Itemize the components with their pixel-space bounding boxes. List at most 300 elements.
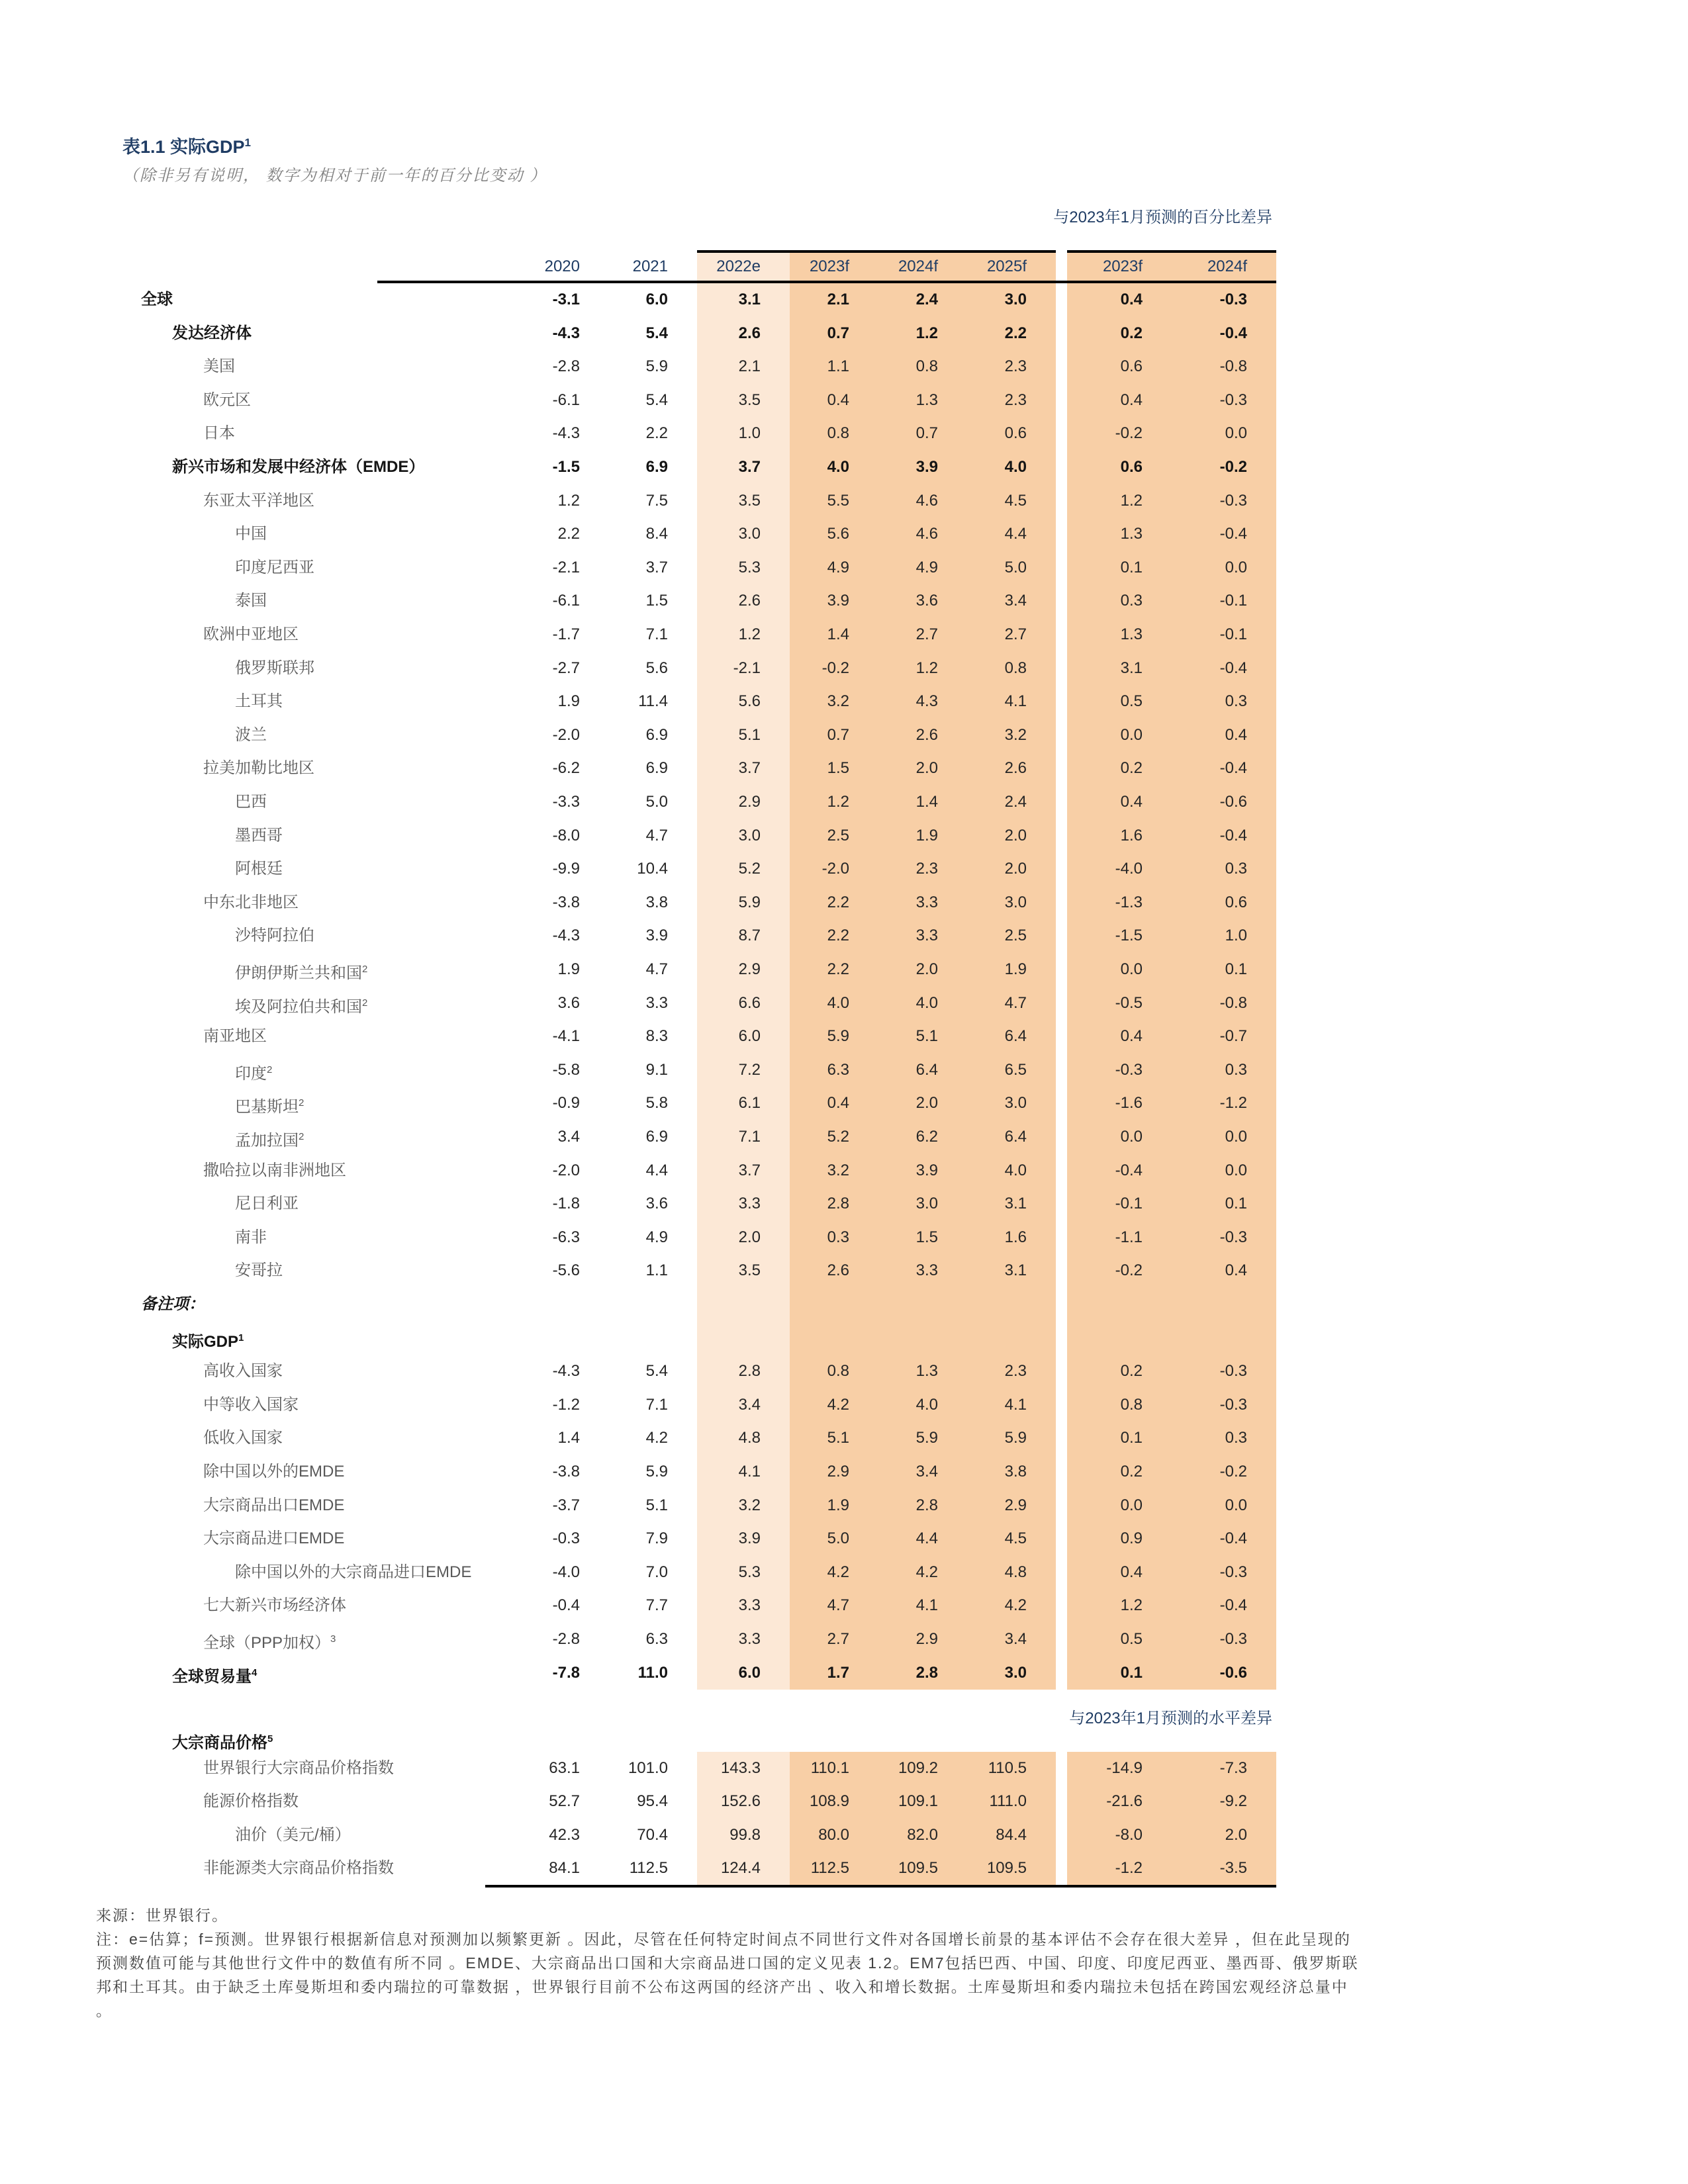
value-cell: -8.0 — [1115, 1825, 1143, 1844]
table-row — [122, 685, 1276, 719]
value-cell: 2.0 — [1225, 1825, 1247, 1844]
value-cell: -2.7 — [552, 659, 580, 677]
value-cell: 0.6 — [1120, 357, 1143, 376]
value-cell: 4.7 — [1004, 993, 1027, 1012]
value-cell: 112.5 — [629, 1858, 668, 1877]
value-cell: 2.5 — [1004, 927, 1027, 945]
value-cell: 3.7 — [645, 558, 668, 576]
value-cell: 4.0 — [1004, 458, 1027, 476]
footnote-line: 。 — [96, 2002, 113, 2019]
value-cell: 3.8 — [645, 893, 668, 911]
value-cell: 4.7 — [645, 960, 668, 978]
value-cell: 6.9 — [645, 725, 668, 744]
value-cell: 0.6 — [1120, 458, 1143, 476]
value-cell: 2.8 — [738, 1362, 761, 1381]
table-row — [122, 1187, 1276, 1221]
value-cell: 2.8 — [827, 1195, 849, 1213]
table-title-superscript: 1 — [244, 136, 252, 149]
value-cell: 5.9 — [1004, 1429, 1027, 1447]
value-cell: -0.9 — [552, 1094, 580, 1113]
value-cell: -0.4 — [1115, 1161, 1143, 1179]
value-cell: 0.0 — [1120, 1128, 1143, 1146]
row-label: 全球（PPP加权）$^3$ — [203, 1633, 336, 1652]
row-label: 欧元区 — [203, 390, 251, 409]
row-label: 除中国以外的EMDE — [203, 1463, 345, 1480]
value-cell: 2.6 — [738, 324, 761, 342]
table-title-text: 表1.1 实际GDP — [122, 137, 245, 157]
row-label: 中东北非地区 — [203, 893, 299, 911]
row-label: 新兴市场和发展中经济体（EMDE） — [172, 458, 425, 476]
value-cell: 2.1 — [827, 291, 849, 308]
value-cell: 3.5 — [738, 1261, 761, 1280]
table-row — [122, 1623, 1276, 1657]
value-cell: 4.4 — [1004, 525, 1027, 543]
value-cell: 0.5 — [1120, 692, 1143, 711]
commodity-section-header — [122, 1722, 1276, 1756]
table-row — [122, 451, 1276, 484]
row-label: 大宗商品出口EMDE — [203, 1496, 345, 1514]
value-cell: 1.4 — [557, 1429, 580, 1447]
table-row — [122, 1322, 1276, 1355]
row-label: 俄罗斯联邦 — [235, 659, 314, 677]
gdp-table — [122, 208, 1276, 1905]
table-row — [122, 953, 1276, 987]
value-cell: -1.6 — [1115, 1094, 1143, 1113]
value-cell: 5.8 — [645, 1094, 668, 1113]
value-cell: 0.0 — [1225, 558, 1247, 576]
value-cell: -0.3 — [1219, 1395, 1247, 1414]
value-cell: 3.5 — [738, 491, 761, 510]
value-cell: 4.3 — [915, 692, 938, 711]
table-row — [122, 1852, 1276, 1885]
table-row — [122, 1087, 1276, 1120]
value-cell: 2.0 — [1004, 826, 1027, 844]
table-row — [122, 786, 1276, 819]
diff-column-header: 2024f — [1207, 257, 1247, 275]
table-row — [122, 919, 1276, 953]
diff-column-header: 2023f — [1102, 257, 1143, 275]
value-cell: 2.7 — [1004, 625, 1027, 643]
value-cell: 4.0 — [827, 458, 849, 476]
value-cell: -0.6 — [1219, 1663, 1247, 1682]
value-cell: 2.5 — [827, 826, 849, 844]
value-cell: -0.1 — [1115, 1195, 1143, 1213]
table-row — [122, 1489, 1276, 1523]
value-cell: 2.6 — [827, 1261, 849, 1280]
value-cell: 4.8 — [738, 1429, 761, 1447]
row-label: 印度尼西亚 — [235, 558, 314, 576]
value-cell: -1.1 — [1115, 1228, 1143, 1246]
value-cell: 1.2 — [1120, 491, 1143, 510]
row-label: 撒哈拉以南非洲地区 — [203, 1161, 346, 1179]
value-cell: 1.3 — [1120, 525, 1143, 543]
value-cell: 3.2 — [827, 1161, 849, 1179]
value-cell: 143.3 — [720, 1759, 761, 1777]
value-cell: 6.4 — [1004, 1128, 1027, 1146]
table-row — [122, 484, 1276, 518]
value-cell: -0.4 — [1219, 826, 1247, 844]
value-cell: -0.1 — [1219, 625, 1247, 643]
value-cell: -2.0 — [552, 1161, 580, 1179]
value-cell: 0.4 — [1120, 1563, 1143, 1581]
table-row — [122, 1422, 1276, 1455]
value-cell: 2.0 — [1004, 860, 1027, 878]
value-cell: -2.8 — [552, 1630, 580, 1648]
value-cell: 4.0 — [915, 1395, 938, 1414]
value-cell: 0.8 — [1004, 659, 1027, 677]
value-cell: 10.4 — [637, 860, 668, 878]
value-cell: -2.0 — [821, 860, 849, 878]
value-cell: 2.2 — [645, 424, 668, 443]
value-cell: 4.7 — [645, 826, 668, 844]
value-cell: 3.8 — [1004, 1463, 1027, 1480]
value-cell: -0.7 — [1219, 1027, 1247, 1046]
value-cell: 0.2 — [1120, 1463, 1143, 1480]
value-cell: 109.2 — [898, 1759, 938, 1777]
value-cell: -3.7 — [552, 1496, 580, 1514]
value-cell: 4.1 — [1004, 692, 1027, 711]
value-cell: 1.9 — [915, 826, 938, 844]
table-row — [122, 283, 1276, 317]
value-cell: 1.5 — [827, 759, 849, 778]
value-cell: 0.3 — [1225, 1429, 1247, 1447]
pct-diff-column-group-header: 与2023年1月预测的百分比差异 — [1053, 208, 1272, 226]
value-cell: 63.1 — [549, 1759, 580, 1777]
value-cell: 0.0 — [1120, 960, 1143, 978]
value-cell: 80.0 — [818, 1825, 849, 1844]
value-cell: -6.1 — [552, 592, 580, 610]
value-cell: -0.2 — [1115, 1261, 1143, 1280]
row-label: 拉美加勒比地区 — [203, 759, 314, 778]
value-cell: 0.6 — [1004, 424, 1027, 443]
value-cell: 1.4 — [827, 625, 849, 643]
value-cell: 6.4 — [1004, 1027, 1027, 1046]
value-cell: -0.4 — [1219, 1596, 1247, 1615]
value-cell: 3.0 — [1004, 893, 1027, 911]
year-column-header: 2020 — [544, 257, 580, 275]
value-cell: 0.3 — [827, 1228, 849, 1246]
row-label: 阿根廷 — [235, 860, 283, 878]
value-cell: 3.1 — [1004, 1261, 1027, 1280]
row-label: 波兰 — [235, 725, 267, 744]
row-label: 世界银行大宗商品价格指数 — [203, 1759, 394, 1777]
value-cell: 4.2 — [827, 1395, 849, 1414]
year-column-header: 2025f — [986, 257, 1027, 275]
value-cell: 0.4 — [1120, 291, 1143, 308]
value-cell: 0.1 — [1120, 558, 1143, 576]
value-cell: 2.0 — [915, 960, 938, 978]
value-cell: -9.2 — [1219, 1792, 1247, 1811]
table-row — [122, 1785, 1276, 1818]
value-cell: 4.9 — [915, 558, 938, 576]
value-cell: 1.2 — [915, 324, 938, 342]
value-cell: 1.5 — [645, 592, 668, 610]
value-cell: 5.6 — [645, 659, 668, 677]
commodity-header-text: 大宗商品价格 — [172, 1734, 267, 1752]
level-diff-column-group-header: 与2023年1月预测的水平差异 — [1069, 1709, 1272, 1727]
value-cell: 84.4 — [996, 1825, 1027, 1844]
row-label: 全球 — [141, 291, 173, 308]
value-cell: 2.0 — [915, 759, 938, 778]
value-cell: -1.5 — [552, 458, 580, 476]
value-cell: 1.2 — [1120, 1596, 1143, 1615]
row-label-superscript: 2 — [299, 1131, 305, 1142]
value-cell: 4.1 — [738, 1463, 761, 1480]
value-cell: 6.9 — [645, 759, 668, 778]
value-cell: 1.6 — [1004, 1228, 1027, 1246]
table-row — [122, 417, 1276, 451]
table-row — [122, 1819, 1276, 1852]
table-row — [122, 618, 1276, 652]
value-cell: 3.7 — [738, 759, 761, 778]
value-cell: 1.9 — [827, 1496, 849, 1514]
value-cell: 1.3 — [1120, 625, 1143, 643]
value-cell: -0.8 — [1219, 357, 1247, 376]
footnote-line: 邦和土耳其。由于缺乏土库曼斯坦和委内瑞拉的可靠数据 ，世界银行目前不公布这两国的经济产出 、收入和增长数据。土库曼斯坦和委内瑞拉未包括在跨国宏观经济总量中 — [96, 1978, 1348, 1995]
table-subtitle: （除非另有说明， 数字为相对于前一年的百分比变动 ） — [122, 167, 547, 185]
value-cell: 7.7 — [645, 1596, 668, 1615]
value-cell: 3.2 — [827, 692, 849, 711]
value-cell: 82.0 — [907, 1825, 938, 1844]
value-cell: 0.3 — [1120, 592, 1143, 610]
value-cell: 4.5 — [1004, 491, 1027, 510]
value-cell: -7.3 — [1219, 1759, 1247, 1777]
value-cell: 3.9 — [827, 592, 849, 610]
value-cell: 3.0 — [1004, 1663, 1027, 1682]
row-label: 孟加拉国$^2$ — [235, 1131, 305, 1150]
value-cell: 6.6 — [738, 993, 761, 1012]
row-label-superscript: 2 — [362, 964, 368, 975]
value-cell: 2.1 — [738, 357, 761, 376]
value-cell: 1.7 — [827, 1663, 849, 1682]
value-cell: 3.0 — [738, 826, 761, 844]
value-cell: -3.5 — [1219, 1858, 1247, 1877]
value-cell: 2.3 — [1004, 357, 1027, 376]
value-cell: 3.0 — [738, 525, 761, 543]
row-label: 伊朗伊斯兰共和国$^2$ — [235, 964, 368, 982]
value-cell: 7.9 — [645, 1529, 668, 1548]
value-cell: -5.8 — [552, 1060, 580, 1079]
value-cell: -0.4 — [1219, 759, 1247, 778]
value-cell: 4.6 — [915, 491, 938, 510]
value-cell: 6.3 — [827, 1060, 849, 1079]
value-cell: -0.3 — [1219, 1563, 1247, 1581]
value-cell: 3.1 — [738, 291, 761, 308]
row-label: 七大新兴市场经济体 — [203, 1596, 346, 1615]
row-label: 高收入国家 — [203, 1362, 283, 1381]
value-cell: 1.5 — [915, 1228, 938, 1246]
value-cell: -0.2 — [1219, 458, 1247, 476]
value-cell: 0.7 — [915, 424, 938, 443]
row-label: 全球贸易量$^4$ — [172, 1666, 258, 1686]
value-cell: -3.8 — [552, 1463, 580, 1480]
row-label: 备注项： — [141, 1295, 205, 1313]
table-title — [122, 132, 251, 158]
value-cell: 4.9 — [645, 1228, 668, 1246]
table-row — [122, 1054, 1276, 1087]
value-cell: 0.9 — [1120, 1529, 1143, 1548]
value-cell: 3.3 — [738, 1195, 761, 1213]
value-cell: 2.2 — [827, 927, 849, 945]
value-cell: 7.1 — [645, 1395, 668, 1414]
value-cell: 0.4 — [1120, 1027, 1143, 1046]
value-cell: -0.5 — [1115, 993, 1143, 1012]
value-cell: 5.5 — [827, 491, 849, 510]
value-cell: 152.6 — [720, 1792, 761, 1811]
row-label: 尼日利亚 — [235, 1195, 299, 1213]
value-cell: -9.9 — [552, 860, 580, 878]
value-cell: 6.5 — [1004, 1060, 1027, 1079]
value-cell: 0.4 — [827, 390, 849, 409]
table-row — [122, 317, 1276, 351]
value-cell: 7.1 — [645, 625, 668, 643]
value-cell: -0.4 — [1219, 659, 1247, 677]
value-cell: 2.3 — [1004, 390, 1027, 409]
value-cell: -1.3 — [1115, 893, 1143, 911]
value-cell: 2.7 — [915, 625, 938, 643]
value-cell: 110.1 — [810, 1759, 849, 1777]
value-cell: 8.7 — [738, 927, 761, 945]
table-row — [122, 886, 1276, 920]
value-cell: 6.1 — [738, 1094, 761, 1113]
value-cell: 3.9 — [645, 927, 668, 945]
value-cell: -6.1 — [552, 390, 580, 409]
value-cell: 4.4 — [915, 1529, 938, 1548]
value-cell: 5.1 — [645, 1496, 668, 1514]
table-row — [122, 384, 1276, 418]
footnotes — [96, 1903, 1359, 2023]
value-cell: -0.1 — [1219, 592, 1247, 610]
row-label-superscript: 2 — [299, 1097, 305, 1109]
value-cell: 0.4 — [1120, 793, 1143, 811]
value-cell: 2.9 — [827, 1463, 849, 1480]
value-cell: 2.9 — [1004, 1496, 1027, 1514]
value-cell: 9.1 — [645, 1060, 668, 1079]
value-cell: 6.0 — [645, 291, 668, 308]
value-cell: -5.6 — [552, 1261, 580, 1280]
value-cell: 5.2 — [827, 1128, 849, 1146]
value-cell: 0.1 — [1120, 1429, 1143, 1447]
table-row — [122, 719, 1276, 752]
value-cell: -0.2 — [1115, 424, 1143, 443]
value-cell: 42.3 — [549, 1825, 580, 1844]
row-label: 低收入国家 — [203, 1429, 283, 1447]
table-row — [122, 1254, 1276, 1288]
table-row — [122, 1752, 1276, 1785]
value-cell: 0.0 — [1120, 725, 1143, 744]
value-cell: 0.7 — [827, 324, 849, 342]
value-cell: 101.0 — [628, 1759, 668, 1777]
value-cell: -6.3 — [552, 1228, 580, 1246]
value-cell: 1.0 — [738, 424, 761, 443]
footnote-line: 来源：世界银行。 — [96, 1907, 228, 1924]
value-cell: 4.8 — [1004, 1563, 1027, 1581]
value-cell: 3.3 — [645, 993, 668, 1012]
value-cell: 7.2 — [738, 1060, 761, 1079]
value-cell: 4.4 — [645, 1161, 668, 1179]
value-cell: 0.1 — [1225, 960, 1247, 978]
year-header-row — [122, 253, 1276, 281]
value-cell: 1.4 — [915, 793, 938, 811]
value-cell: 2.2 — [827, 960, 849, 978]
row-label: 土耳其 — [235, 692, 283, 711]
value-cell: 2.6 — [1004, 759, 1027, 778]
value-cell: 6.0 — [738, 1663, 761, 1682]
value-cell: 4.0 — [827, 993, 849, 1012]
value-cell: -0.3 — [552, 1529, 580, 1548]
value-cell: -1.2 — [1115, 1858, 1143, 1877]
value-cell: -4.3 — [552, 927, 580, 945]
value-cell: 1.2 — [827, 793, 849, 811]
value-cell: -0.8 — [1219, 993, 1247, 1012]
value-cell: 2.2 — [1004, 324, 1027, 342]
value-cell: 1.1 — [827, 357, 849, 376]
table-row — [122, 1589, 1276, 1623]
table-row — [122, 1154, 1276, 1188]
row-label: 实际GDP$^1$ — [172, 1332, 244, 1351]
row-label: 日本 — [203, 424, 235, 443]
table-row — [122, 350, 1276, 384]
value-cell: -14.9 — [1106, 1759, 1143, 1777]
value-cell: 0.3 — [1225, 692, 1247, 711]
value-cell: 0.3 — [1225, 860, 1247, 878]
value-cell: 95.4 — [637, 1792, 668, 1811]
table-row — [122, 584, 1276, 618]
value-cell: -0.3 — [1219, 1362, 1247, 1381]
value-cell: 4.6 — [915, 525, 938, 543]
value-cell: 11.0 — [637, 1663, 668, 1682]
row-label-superscript: 2 — [362, 997, 368, 1009]
row-label: 中国 — [235, 525, 267, 543]
row-label: 发达经济体 — [172, 324, 252, 342]
row-label-superscript: 4 — [252, 1666, 258, 1678]
value-cell: 4.1 — [1004, 1395, 1027, 1414]
value-cell: 108.9 — [809, 1792, 849, 1811]
value-cell: -0.2 — [821, 659, 849, 677]
value-cell: 0.8 — [827, 1362, 849, 1381]
value-cell: 6.3 — [645, 1630, 668, 1648]
value-cell: 5.4 — [645, 390, 668, 409]
row-label: 沙特阿拉伯 — [235, 927, 314, 945]
value-cell: 2.4 — [915, 291, 938, 308]
value-cell: -2.1 — [552, 558, 580, 576]
value-cell: 4.9 — [827, 558, 849, 576]
value-cell: 110.5 — [988, 1759, 1027, 1777]
row-label: 东亚太平洋地区 — [203, 491, 314, 510]
value-cell: 5.1 — [827, 1429, 849, 1447]
value-cell: 2.6 — [738, 592, 761, 610]
value-cell: 3.4 — [1004, 1630, 1027, 1648]
value-cell: 5.9 — [827, 1027, 849, 1046]
value-cell: 2.9 — [738, 960, 761, 978]
table-row — [122, 819, 1276, 853]
value-cell: 1.9 — [557, 960, 580, 978]
value-cell: 3.7 — [738, 1161, 761, 1179]
row-label: 大宗商品进口EMDE — [203, 1529, 345, 1548]
value-cell: 4.0 — [1004, 1161, 1027, 1179]
value-cell: 3.0 — [915, 1195, 938, 1213]
value-cell: -3.1 — [552, 291, 580, 308]
value-cell: -1.2 — [552, 1395, 580, 1414]
value-cell: 3.0 — [1004, 291, 1027, 308]
value-cell: 52.7 — [549, 1792, 580, 1811]
value-cell: -4.3 — [552, 1362, 580, 1381]
row-label: 能源价格指数 — [203, 1792, 299, 1811]
value-cell: 3.9 — [915, 1161, 938, 1179]
value-cell: 8.3 — [645, 1027, 668, 1046]
table-row — [122, 852, 1276, 886]
row-label: 安哥拉 — [235, 1261, 283, 1280]
